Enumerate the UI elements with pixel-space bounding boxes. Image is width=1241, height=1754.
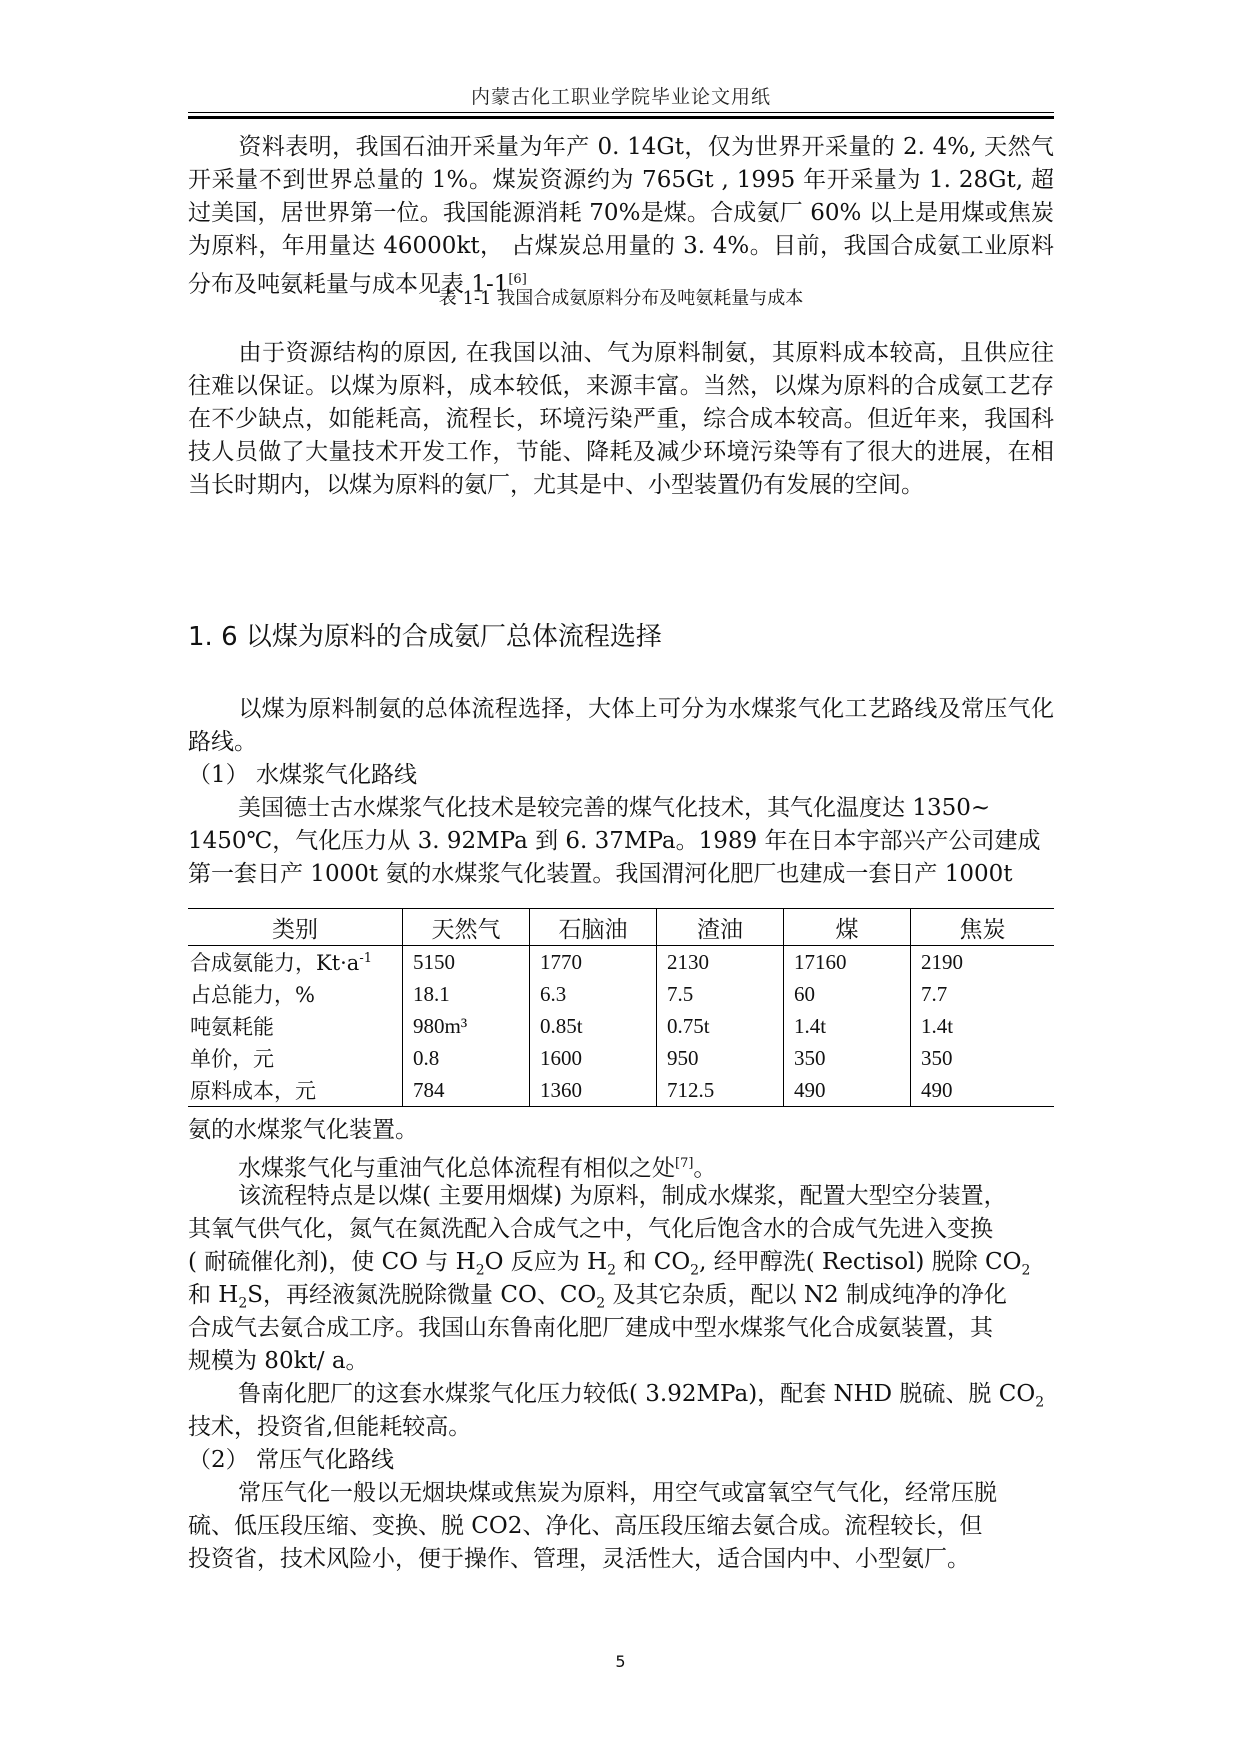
table-cell: 1360 [530, 1074, 657, 1107]
table-cell: 350 [911, 1042, 1055, 1074]
table-header-row [188, 909, 1054, 946]
table-cell: 占总能力，% [190, 983, 315, 1007]
citation: [7] [675, 1156, 694, 1171]
paragraph-atmospheric-l3: 投资省，技术风险小，便于操作、管理，灵活性大，适合国内中、小型氨厂。 [188, 1546, 970, 1572]
table-cell: 0.8 [403, 1042, 530, 1074]
table-caption: 表 1-1 我国合成氨原料分布及吨氨耗量与成本 [438, 288, 804, 309]
table-row [188, 1010, 1054, 1042]
table-cell: 1600 [530, 1042, 657, 1074]
header-rule-thick [188, 116, 1054, 119]
paragraph-resources: 资料表明，我国石油开采量为年产 0. 14Gt，仅为世界开采量的 2. 4%, 天然气开采量不到世界总量的 1%。煤炭资源约为 765Gt , 1995 年开采量为 1. 28Gt, 超过美国，居世界第一位。我国能源消耗 70%是煤。合成氨厂 60% 以上是用煤或焦炭为原料，年用量达 46000kt， 占煤炭总用量的 3. 4%。目前，我国合成氨工业原料分布及吨氨耗量与成本见表 1-1[6] [188, 134, 1054, 298]
data-table [188, 908, 1054, 1107]
table-header-cell: 渣油 [657, 909, 784, 946]
table-cell: 吨氨耗能 [190, 1015, 274, 1039]
header-rule-thin [188, 112, 1054, 113]
paragraph-features-l5: 合成气去氨合成工序。我国山东鲁南化肥厂建成中型水煤浆气化合成氨装置，其 [188, 1315, 993, 1341]
paragraph-texaco-l3: 第一套日产 1000t 氨的水煤浆气化装置。我国渭河化肥厂也建成一套日产 1000t [188, 861, 1013, 887]
table-row [188, 978, 1054, 1010]
table-cell: 6.3 [530, 978, 657, 1010]
paragraph-texaco-l4: 氨的水煤浆气化装置。 [188, 1117, 418, 1143]
paragraph-features-l1: 该流程特点是以煤( 主要用烟煤) 为原料，制成水煤浆，配置大型空分装置， [238, 1183, 1007, 1209]
table-cell: 60 [784, 978, 911, 1010]
paragraph-similarity: 水煤浆气化与重油气化总体流程有相似之处[7]。 [238, 1155, 717, 1182]
table-header-cell: 焦炭 [911, 909, 1055, 946]
table-cell: 原料成本，元 [190, 1079, 316, 1103]
table-cell: 490 [911, 1074, 1055, 1107]
paragraph-structure: 由于资源结构的原因, 在我国以油、气为原料制氨，其原料成本较高，且供应往往难以保证。以煤为原料，成本较低，来源丰富。当然，以煤为原料的合成氨工艺存在不少缺点，如能耗高，流程长，环境污染严重，综合成本较高。但近年来，我国科技人员做了大量技术开发工作，节能、降耗及减少环境污染等有了很大的进展，在相当长时期内，以煤为原料的氨厂，尤其是中、小型装置仍有发展的空间。 [188, 340, 1054, 498]
section-heading: 1. 6 以煤为原料的合成氨厂总体流程选择 [188, 622, 662, 652]
table-cell: 7.5 [657, 978, 784, 1010]
table-cell: 0.75t [657, 1010, 784, 1042]
page-header: 内蒙古化工职业学院毕业论文用纸 [470, 86, 771, 108]
paragraph-features-l2: 其氧气供气化，氮气在氮洗配入合成气之中，气化后饱含水的合成气先进入变换 [188, 1216, 993, 1242]
table-header-cell: 天然气 [403, 909, 530, 946]
table-row [188, 1042, 1054, 1074]
table-cell: 1.4t [784, 1010, 911, 1042]
paragraph-lunan-l2: 技术，投资省,但能耗较高。 [188, 1414, 472, 1440]
table-cell: 950 [657, 1042, 784, 1074]
table-cell: 2190 [911, 946, 1055, 979]
page-number: 5 [615, 1652, 626, 1671]
table-row [188, 1074, 1054, 1107]
table-cell: 2130 [657, 946, 784, 979]
table-cell: 0.85t [530, 1010, 657, 1042]
paragraph-texaco-l2: 1450℃，气化压力从 3. 92MPa 到 6. 37MPa。1989 年在日本宇部兴产公司建成 [188, 828, 1041, 854]
table-cell: 784 [403, 1074, 530, 1107]
table-cell: 1770 [530, 946, 657, 979]
list-item-1: （1） 水煤浆气化路线 [188, 762, 417, 788]
table-cell: 单价，元 [190, 1047, 274, 1071]
table-cell: 7.7 [911, 978, 1055, 1010]
paragraph-atmospheric-l1: 常压气化一般以无烟块煤或焦炭为原料，用空气或富氧空气气化，经常压脱 [238, 1480, 997, 1506]
paragraph-features-l4: 和 $H_2S$，再经液氮洗脱除微量 CO、$CO_2$ 及其它杂质，配以 N2 制成纯净的净化 [188, 1282, 1007, 1312]
paragraph-texaco-l1: 美国德士古水煤浆气化技术是较完善的煤气化技术，其气化温度达 1350~ [238, 795, 991, 821]
table-header-cell: 煤 [784, 909, 911, 946]
table-cell: 490 [784, 1074, 911, 1107]
table-cell: 980m³ [403, 1010, 530, 1042]
table-cell: 712.5 [657, 1074, 784, 1107]
paragraph-atmospheric-l2: 硫、低压段压缩、变换、脱 CO2、净化、高压段压缩去氨合成。流程较长，但 [188, 1513, 983, 1539]
table-cell: 350 [784, 1042, 911, 1074]
paragraph-features-l6: 规模为 80kt/ a。 [188, 1348, 369, 1374]
table-cell: 1.4t [911, 1010, 1055, 1042]
citation: [6] [508, 272, 527, 287]
table-cell: 18.1 [403, 978, 530, 1010]
table-cell: 合成氨能力，$Kt\cdot a^{-1}$ [190, 951, 372, 975]
table-row [188, 946, 1054, 979]
table-header-cell: 石脑油 [530, 909, 657, 946]
table-header-cell: 类别 [188, 909, 403, 946]
table-cell: 5150 [403, 946, 530, 979]
paragraph-overview: 以煤为原料制氨的总体流程选择，大体上可分为水煤浆气化工艺路线及常压气化路线。 [188, 696, 1054, 755]
paragraph-features-l3: ( 耐硫催化剂)，使 CO 与 $H_2O$ 反应为 $H_2$ 和 $CO_2$, 经甲醇洗( Rectisol) 脱除 $CO_2$ [188, 1249, 1031, 1279]
list-item-2: （2） 常压气化路线 [188, 1447, 394, 1473]
paragraph-lunan-l1: 鲁南化肥厂的这套水煤浆气化压力较低( 3.92MPa)，配套 NHD 脱硫、脱 $CO_2$ [238, 1381, 1045, 1411]
table-cell: 17160 [784, 946, 911, 979]
